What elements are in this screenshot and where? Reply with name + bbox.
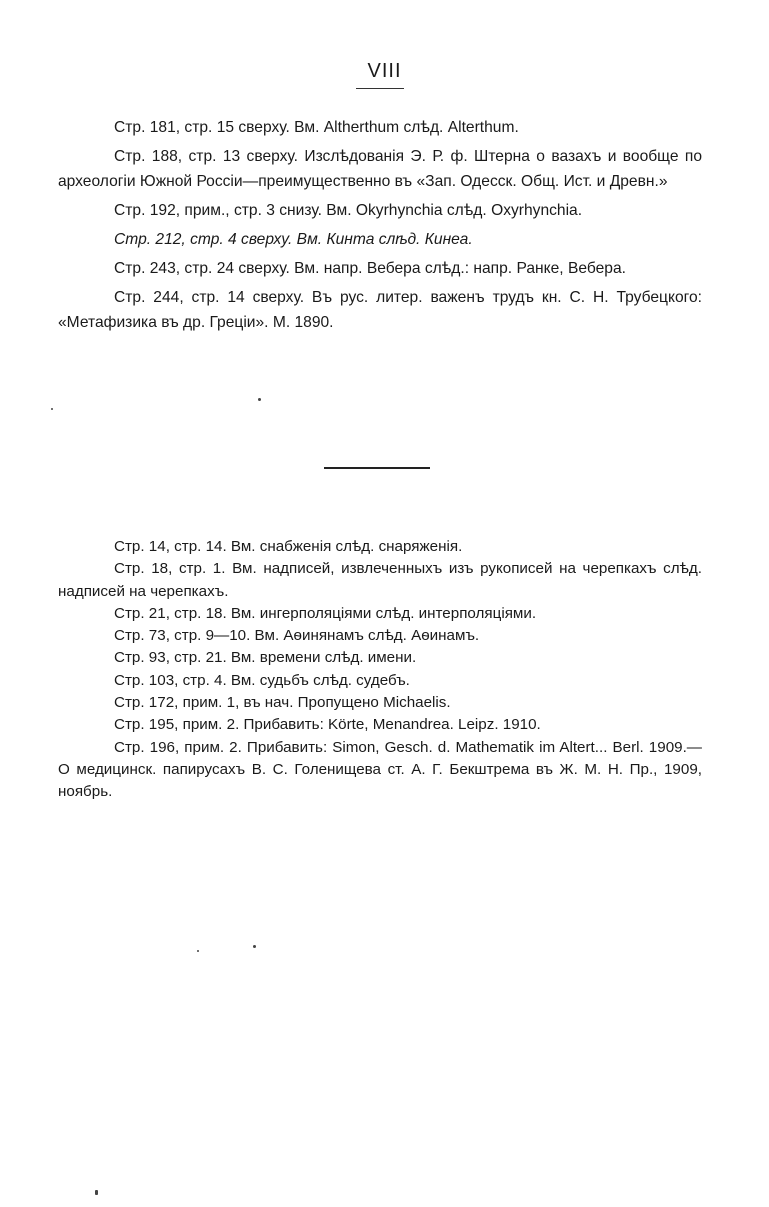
errata-entry: Стр. 172, прим. 1, въ нач. Пропущено Michaelis. (114, 694, 451, 712)
section-divider (324, 467, 430, 469)
errata-entry: Стр. 103, стр. 4. Вм. судьбъ слѣд. судебъ. (114, 671, 410, 689)
scan-speck (51, 408, 53, 410)
page-number-underline (356, 88, 404, 89)
errata-entry: Стр. 18, стр. 1. Вм. надписей, извлеченныхъ изъ рукописей на черепкахъ слѣд. надписей на черепкахъ. (58, 560, 702, 600)
scan-speck (197, 950, 199, 952)
errata-section-1 (58, 115, 702, 339)
errata-section-2 (58, 536, 702, 804)
page-number: VIII (367, 60, 402, 82)
errata-entry: Стр. 73, стр. 9—10. Вм. Аѳинянамъ слѣд. Аѳинамъ. (114, 627, 480, 645)
errata-entry: Стр. 21, стр. 18. Вм. ингерполяціями слѣд. интерполяціями. (114, 604, 537, 622)
errata-entry: Стр. 14, стр. 14. Вм. снабженія слѣд. снаряженія. (114, 538, 463, 555)
scan-speck (253, 945, 256, 948)
errata-entry: Стр. 181, стр. 15 сверху. Вм. Altherthum слѣд. Alterthum. (114, 119, 519, 136)
scan-speck (258, 398, 261, 401)
scan-speck (95, 1190, 98, 1195)
errata-entry: Стр. 195, прим. 2. Прибавить: Körte, Menandrea. Leipz. 1910. (114, 716, 541, 734)
errata-entry: Стр. 93, стр. 21. Вм. времени слѣд. имени. (114, 649, 417, 667)
errata-entry: Стр. 196, прим. 2. Прибавить: Simon, Gesch. d. Mathematik im Altert... Berl. 1909.—О медицинск. папирусахъ В. С. Голенищева ст. А. Г. Бекштрема въ Ж. М. Н. Пр., 1909, ноябрь. (58, 738, 702, 801)
errata-entry: Стр. 212, стр. 4 сверху. Вм. Кинта слѣд. Кинеа. (114, 231, 473, 248)
errata-entry: Стр. 188, стр. 13 сверху. Изслѣдованія Э. Р. ф. Штерна о вазахъ и вообще по археологіи Южной Россіи—преимущественно въ «Зап. Одесск. Общ. Ист. и Древн.» (58, 148, 702, 190)
errata-entry: Стр. 244, стр. 14 сверху. Въ рус. литер. важенъ трудъ кн. С. Н. Трубецкого: «Метафизика въ др. Греціи». М. 1890. (58, 289, 702, 331)
errata-entry: Стр. 243, стр. 24 сверху. Вм. напр. Вебера слѣд.: напр. Ранке, Вебера. (114, 260, 626, 277)
errata-entry: Стр. 192, прим., стр. 3 снизу. Вм. Okyrhynchia слѣд. Oxyrhynchia. (114, 202, 583, 219)
